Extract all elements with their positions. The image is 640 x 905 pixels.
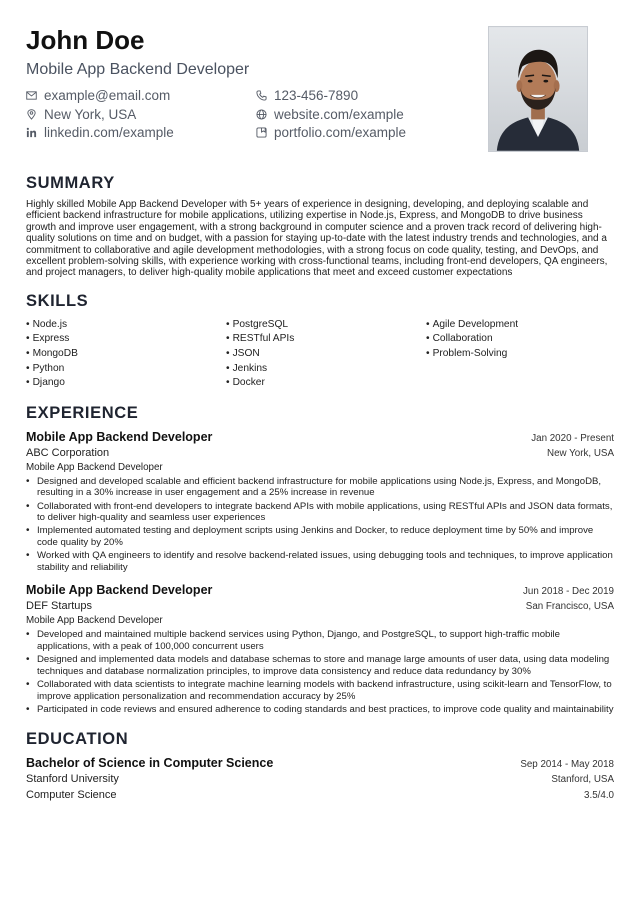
experience-heading: EXPERIENCE — [26, 403, 139, 422]
globe-icon — [256, 109, 267, 120]
skills-column-3 — [426, 318, 614, 391]
job-dates: Jun 2018 - Dec 2019 — [523, 586, 614, 598]
job-header — [26, 429, 614, 445]
summary-text: Highly skilled Mobile App Backend Developer with 5+ years of experience in designing, developing, and deploying scalable and efficient backend infrastructure for mobile applications, utilizing expertise in Node.js, Express, and MongoDB to drive business growth and improve user engagement, with a strong background in computer science and a proven track record of delivering high-quality solutions on time and on budget, with a passion for staying up-to-date with the latest industry trends and technologies, and a commitment to collaborative and agile development methodologies, with a strong focus on code quality, testing, and DevOps, and excellent problem-solving skills, with experience working with cross-functional teams, including front-end developers, QA engineers, and project managers, to deliver high-quality mobile applications that meet and exceed customer expectations — [26, 199, 608, 279]
job-role: Mobile App Backend Developer — [26, 615, 163, 627]
contact-website[interactable] — [256, 107, 404, 122]
skill-item: • Jenkins — [226, 362, 426, 377]
education-field-row — [26, 787, 614, 803]
job-title: Mobile App Backend Developer — [26, 429, 213, 444]
skills-column-1 — [26, 318, 226, 391]
bullet-item: • Worked with QA engineers to identify and resolve backend-related issues, using debugging tools and techniques, to improve application stability and reliability — [26, 550, 614, 573]
skill-item: • Docker — [226, 376, 426, 391]
phone-icon — [256, 90, 267, 101]
bullet-item: • Participated in code reviews and ensured adherence to coding standards and best practices, to improve code quality and maintainability — [26, 704, 614, 716]
linkedin-icon — [26, 127, 37, 138]
experience-section — [26, 403, 614, 715]
portfolio-text: portfolio.com/example — [274, 125, 407, 140]
job-entry — [26, 582, 614, 715]
skills-column-2 — [226, 318, 426, 391]
contact-email[interactable] — [26, 88, 170, 103]
candidate-title: Mobile App Backend Developer — [26, 61, 250, 78]
job-company-row — [26, 445, 614, 461]
job-bullets — [26, 476, 614, 574]
education-school-row — [26, 771, 614, 787]
skill-item: • Collaboration — [426, 332, 614, 347]
job-company: DEF Startups — [26, 600, 93, 613]
website-text: website.com/example — [274, 107, 404, 122]
location-text: New York, USA — [44, 107, 137, 122]
bullet-item: • Implemented automated testing and deployment scripts using Jenkins and Docker, to reduce deployment time by 50% and improve code quality by 20% — [26, 525, 614, 548]
email-text: example@email.com — [44, 88, 171, 103]
skill-item: • Node.js — [26, 318, 226, 333]
job-entry — [26, 429, 614, 574]
bullet-item: • Collaborated with front-end developers to integrate backend APIs with mobile applications, using RESTful APIs and JSON data formats, to deliver high-quality and seamless user experiences — [26, 501, 614, 524]
contact-linkedin[interactable] — [26, 125, 174, 140]
bullet-item: • Developed and maintained multiple backend services using Python, Django, and PostgreSQL, to support high-traffic mobile applications, with a peak of 100,000 concurrent users — [26, 629, 614, 652]
bullet-item: • Designed and implemented data models and database schemas to store and manage large amounts of user data, using data modeling techniques and database normalization principles, to improve data consistency and reduce data redundancy by 30% — [26, 654, 614, 677]
skill-item: • RESTful APIs — [226, 332, 426, 347]
skills-grid — [26, 318, 614, 391]
skill-item: • Django — [26, 376, 226, 391]
resume-page — [26, 24, 614, 803]
job-bullets — [26, 629, 614, 715]
education-degree: Bachelor of Science in Computer Science — [26, 756, 274, 771]
education-section — [26, 729, 614, 803]
skills-section — [26, 291, 614, 391]
email-icon — [26, 90, 37, 101]
job-location: New York, USA — [547, 447, 614, 459]
linkedin-text: linkedin.com/example — [44, 125, 174, 140]
skill-item: • Python — [26, 362, 226, 377]
profile-photo — [488, 26, 588, 152]
contact-phone[interactable] — [256, 88, 358, 103]
job-role: Mobile App Backend Developer — [26, 461, 163, 473]
summary-heading: SUMMARY — [26, 174, 115, 192]
education-dates: Sep 2014 - May 2018 — [520, 759, 614, 771]
education-gpa: 3.5/4.0 — [584, 790, 614, 802]
job-dates: Jan 2020 - Present — [531, 432, 614, 444]
job-location: San Francisco, USA — [525, 601, 614, 613]
contact-location — [26, 107, 136, 122]
resume-header — [26, 24, 614, 156]
job-title: Mobile App Backend Developer — [26, 583, 213, 598]
location-pin-icon — [26, 109, 37, 120]
candidate-name: John Doe — [26, 25, 145, 55]
bullet-item: • Designed and developed scalable and efficient backend infrastructure for mobile applications using Node.js, Express, and MongoDB, resulting in a 30% increase in user engagement and a 25% increase in revenue — [26, 476, 614, 499]
job-header — [26, 582, 614, 598]
education-degree-row — [26, 755, 614, 771]
summary-section — [26, 173, 614, 279]
skill-item: • PostgreSQL — [226, 318, 426, 333]
contact-portfolio[interactable] — [256, 125, 406, 140]
skill-item: • Agile Development — [426, 318, 614, 333]
skill-item: • JSON — [226, 347, 426, 362]
skill-item: • Express — [26, 332, 226, 347]
skills-heading: SKILLS — [26, 291, 89, 310]
education-heading: EDUCATION — [26, 730, 129, 749]
skill-item: • MongoDB — [26, 347, 226, 362]
education-field: Computer Science — [26, 789, 117, 802]
job-company-row — [26, 598, 614, 614]
education-location: Stanford, USA — [551, 774, 614, 786]
skill-item: • Problem-Solving — [426, 347, 614, 362]
education-school: Stanford University — [26, 773, 119, 786]
phone-text: 123-456-7890 — [274, 88, 359, 103]
bullet-item: • Collaborated with data scientists to integrate machine learning models with backend infrastructure, using scikit-learn and TensorFlow, to improve application personalization and recommendation accuracy by 25% — [26, 679, 614, 702]
portfolio-icon — [256, 127, 267, 138]
job-company: ABC Corporation — [26, 446, 110, 459]
